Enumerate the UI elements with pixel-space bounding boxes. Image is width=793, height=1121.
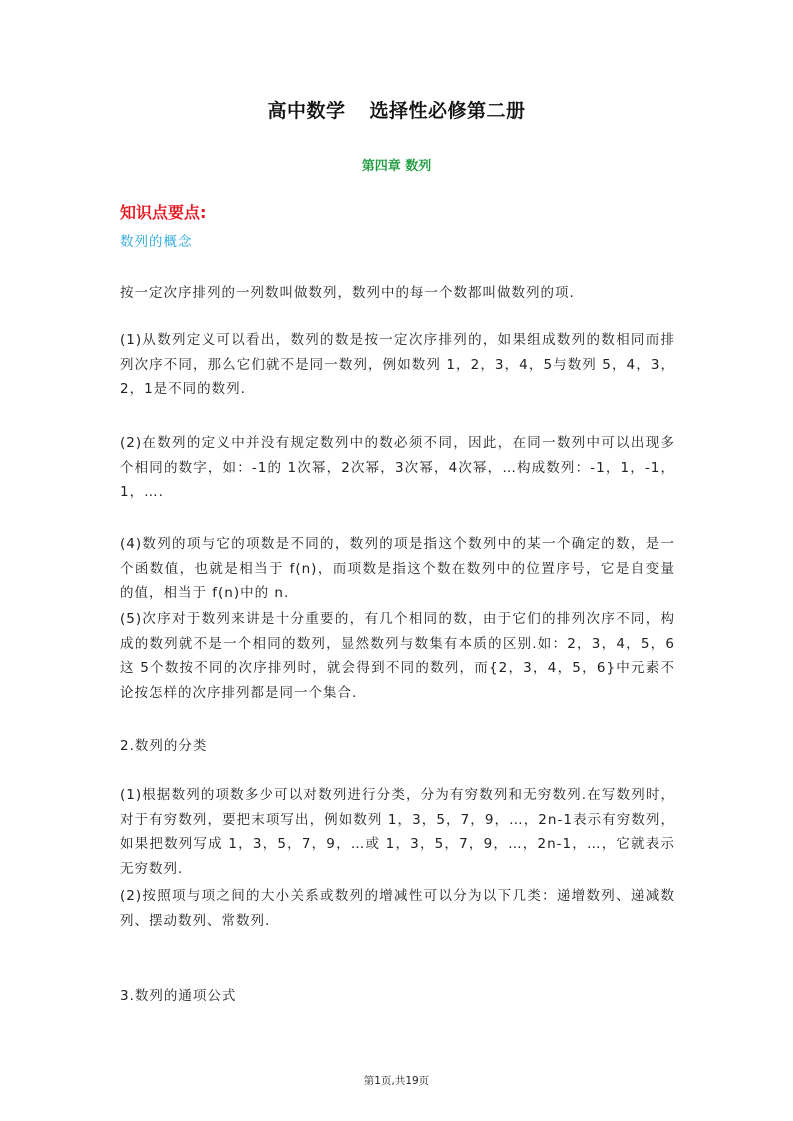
page-footer: 第1页,共19页 bbox=[363, 1075, 430, 1087]
paragraph-definition: 按一定次序排列的一列数叫做数列，数列中的每一个数都叫做数列的项. bbox=[120, 285, 575, 301]
page-title bbox=[0, 96, 793, 123]
paragraph-repeat: (2)在数列的定义中并没有规定数列中的数必须不同，因此，在同一数列中可以出现多个相同的数字，如：-1的 1次幂，2次幂，3次幂，4次幂，…构成数列：-1，1，-1，1，…. bbox=[120, 435, 675, 500]
subheading-concept: 数列的概念 bbox=[120, 234, 193, 250]
title-subject: 高中数学 bbox=[267, 100, 346, 122]
paragraph-general-term-heading: 3.数列的通项公式 bbox=[120, 988, 237, 1004]
paragraph-classification-heading: 2.数列的分类 bbox=[120, 738, 208, 754]
section-heading: 知识点要点: bbox=[120, 203, 207, 222]
paragraph-sequence-vs-set: (5)次序对于数列来讲是十分重要的，有几个相同的数，由于它们的排列次序不同，构成的数列就不是一个相同的数列，显然数列与数集有本质的区别.如：2，3，4，5，6这 5个数按不同的次序排列时，就会得到不同的数列，而{2，3，4，5，6}中元素不论按怎样的次序排列都是同一个集合. bbox=[120, 611, 675, 701]
paragraph-term-index: (4)数列的项与它的项数是不同的，数列的项是指这个数列中的某一个确定的数，是一个函数值，也就是相当于 f(n)，而项数是指这个数在数列中的位置序号，它是自变量的值，相当于 f(n)中的 n. bbox=[120, 536, 675, 601]
chapter-title: 第四章 数列 bbox=[361, 159, 432, 174]
paragraph-monotonic: (2)按照项与项之间的大小关系或数列的增减性可以分为以下几类：递增数列、递减数列、摆动数列、常数列. bbox=[120, 888, 675, 929]
title-book: 选择性必修第二册 bbox=[369, 100, 526, 122]
paragraph-order: (1)从数列定义可以看出，数列的数是按一定次序排列的，如果组成数列的数相同而排列次序不同，那么它们就不是同一数列，例如数列 1，2，3，4，5与数列 5，4，3，2，1是不同的数列. bbox=[120, 332, 675, 397]
paragraph-finite-infinite: (1)根据数列的项数多少可以对数列进行分类，分为有穷数列和无穷数列.在写数列时，对于有穷数列，要把末项写出，例如数列 1，3，5，7，9，…，2n-1表示有穷数列，如果把数列写成 1，3，5，7，9，…或 1，3，5，7，9，…，2n-1，…，它就表示无穷数列. bbox=[120, 787, 675, 877]
